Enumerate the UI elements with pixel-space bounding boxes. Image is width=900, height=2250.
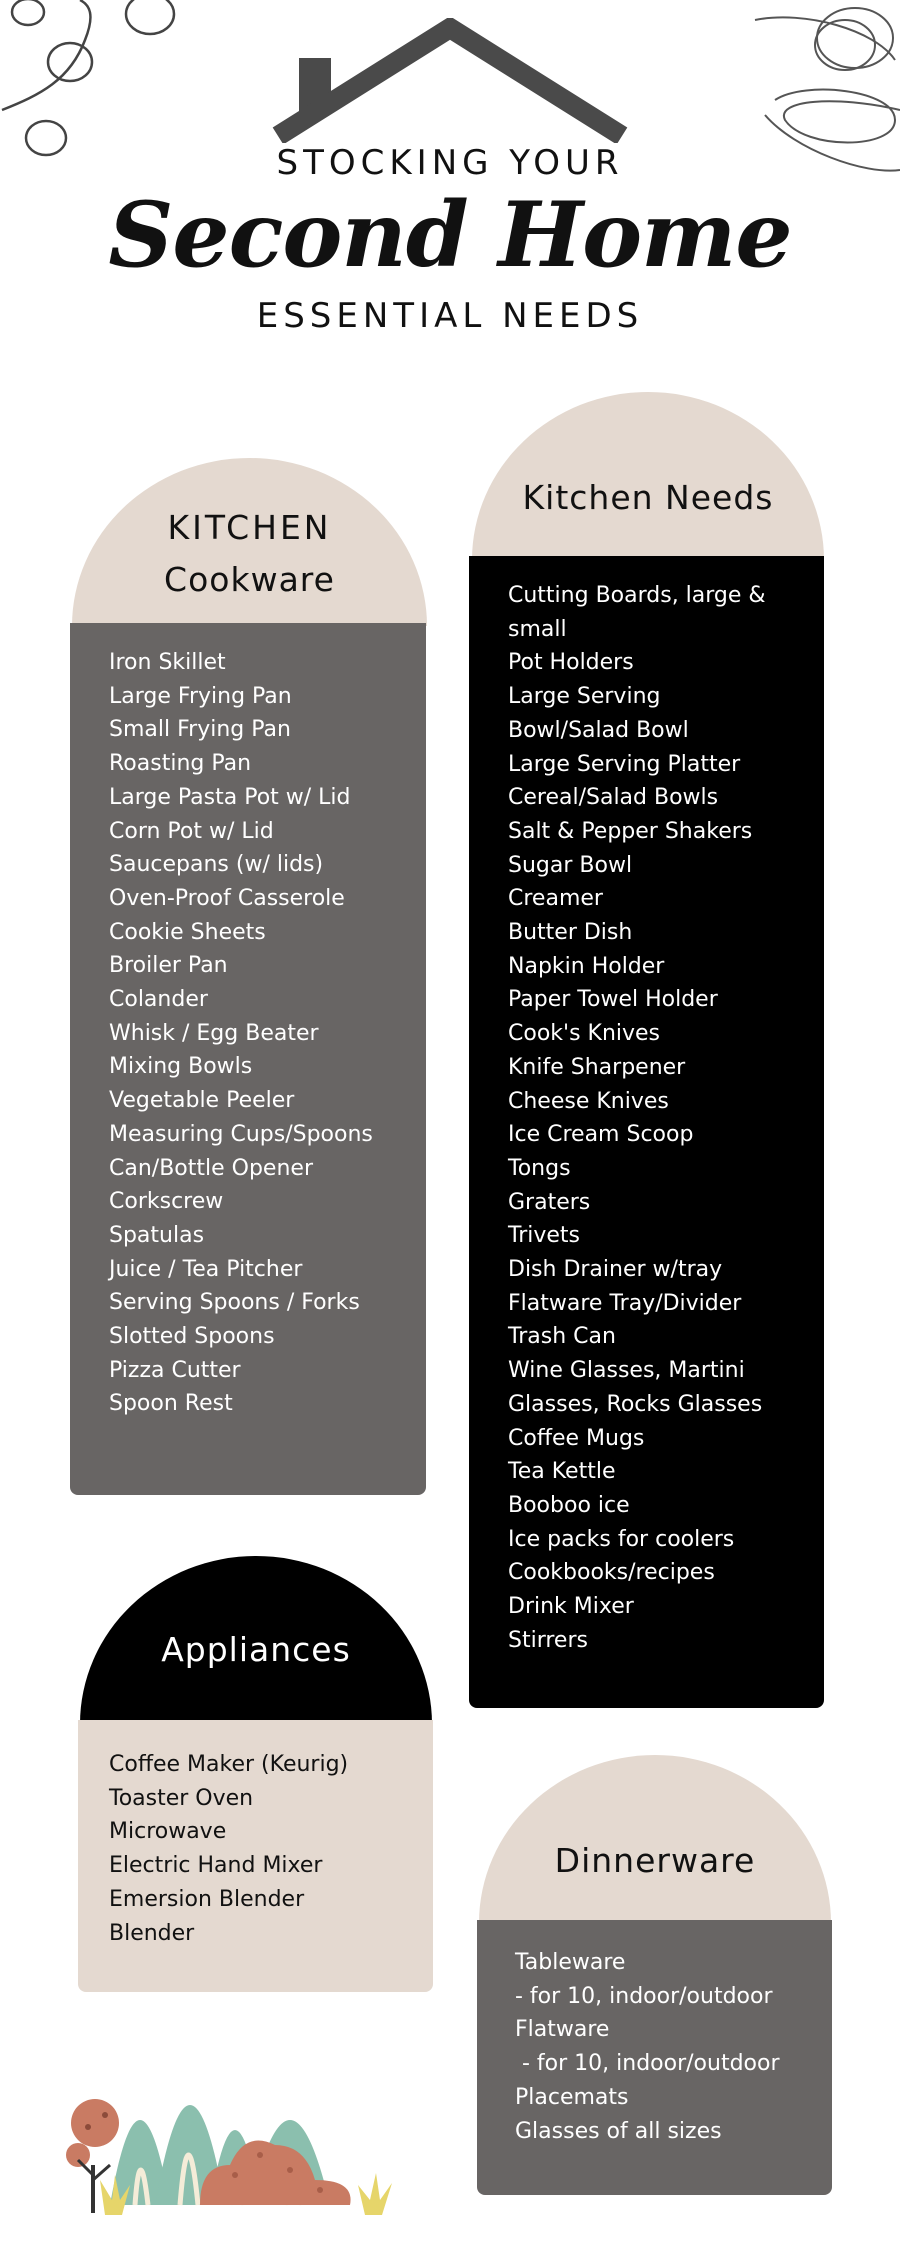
kitchen-needs-item: small <box>508 616 567 642</box>
kitchen-needs-item: Cereal/Salad Bowls <box>508 785 719 811</box>
kitchen-needs-item: Ice packs for coolers <box>508 1526 735 1552</box>
kitchen-needs-list-card <box>469 556 824 1708</box>
kitchen-needs-item: Paper Towel Holder <box>508 987 718 1013</box>
cookware-item: Measuring Cups/Spoons <box>109 1121 373 1147</box>
dinnerware-item: - for 10, indoor/outdoor <box>515 2051 780 2077</box>
cookware-item: Corn Pot w/ Lid <box>109 818 274 844</box>
appliance-item: Coffee Maker (Keurig) <box>109 1752 349 1777</box>
kitchen-needs-item: Large Serving Platter <box>508 751 741 777</box>
kitchen-needs-item: Graters <box>508 1189 591 1215</box>
cookware-item: Large Frying Pan <box>109 683 292 709</box>
kitchen-needs-heading: Kitchen Needs <box>522 478 774 517</box>
cookware-item: Serving Spoons / Forks <box>109 1290 360 1316</box>
cookware-item: Broiler Pan <box>109 953 228 979</box>
kitchen-needs-heading-bg <box>472 392 824 560</box>
cookware-item: Colander <box>109 987 208 1013</box>
cookware-item: Slotted Spoons <box>109 1324 275 1350</box>
appliances-heading-bg <box>80 1556 432 1724</box>
dinnerware-item: Glasses of all sizes <box>515 2118 722 2144</box>
appliances-list <box>109 1748 433 1950</box>
kitchen-needs-item: Cookbooks/recipes <box>508 1560 715 1586</box>
scribble-circles-icon <box>0 0 190 165</box>
kitchen-cookware-list <box>109 646 426 1421</box>
kitchen-needs-item: Trivets <box>508 1223 581 1249</box>
appliances-heading: Appliances <box>161 1630 351 1669</box>
cookware-item: Cookie Sheets <box>109 919 266 945</box>
appliance-item: Microwave <box>109 1819 227 1845</box>
subtitle: ESSENTIAL NEEDS <box>256 296 644 336</box>
dinnerware-list-card <box>477 1920 832 2195</box>
cookware-item: Small Frying Pan <box>109 717 291 743</box>
cookware-item: Roasting Pan <box>109 751 252 777</box>
kitchen-needs-item: Drink Mixer <box>508 1594 634 1620</box>
dinnerware-list <box>515 1946 832 2148</box>
dinnerware-item: Flatware <box>515 2017 610 2043</box>
kitchen-needs-item: Flatware Tray/Divider <box>508 1290 742 1316</box>
kitchen-needs-item: Cutting Boards, large & <box>508 583 766 608</box>
appliance-item: Toaster Oven <box>109 1785 254 1811</box>
kitchen-needs-item: Glasses, Rocks Glasses <box>508 1391 763 1417</box>
kitchen-needs-item: Tea Kettle <box>508 1459 616 1485</box>
kitchen-needs-item: Pot Holders <box>508 650 634 676</box>
kitchen-needs-item: Knife Sharpener <box>508 1054 686 1080</box>
cookware-item: Pizza Cutter <box>109 1357 241 1383</box>
kitchen-needs-item: Sugar Bowl <box>508 852 633 878</box>
page-title: Second Home <box>108 182 792 288</box>
kitchen-needs-item: Stirrers <box>508 1627 588 1653</box>
kitchen-needs-item: Ice Cream Scoop <box>508 1122 694 1148</box>
appliance-item: Blender <box>109 1920 195 1946</box>
kitchen-needs-item: Butter Dish <box>508 920 633 946</box>
kitchen-needs-item: Creamer <box>508 886 603 912</box>
cookware-item: Mixing Bowls <box>109 1054 253 1080</box>
cookware-item: Iron Skillet <box>109 650 226 675</box>
dinnerware-item: Tableware <box>515 1950 626 1975</box>
pre-title: STOCKING YOUR <box>276 143 624 183</box>
appliance-item: Emersion Blender <box>109 1886 305 1912</box>
cookware-item: Can/Bottle Opener <box>109 1155 313 1181</box>
kitchen-needs-item: Wine Glasses, Martini <box>508 1358 745 1384</box>
kitchen-cookware-list-card <box>70 623 426 1495</box>
kitchen-needs-item: Coffee Mugs <box>508 1425 645 1451</box>
dinnerware-heading: Dinnerware <box>554 1841 756 1880</box>
cookware-item: Whisk / Egg Beater <box>109 1020 319 1046</box>
kitchen-cookware-heading-bg <box>72 458 427 626</box>
cookware-item: Saucepans (w/ lids) <box>109 852 324 878</box>
kitchen-needs-list <box>508 579 824 1658</box>
cookware-item: Vegetable Peeler <box>109 1088 295 1114</box>
dinnerware-item: Placemats <box>515 2084 629 2110</box>
kitchen-cookware-heading-line2: Cookware <box>164 560 335 599</box>
kitchen-needs-item: Dish Drainer w/tray <box>508 1257 723 1283</box>
kitchen-needs-item: Booboo ice <box>508 1492 630 1518</box>
cookware-item: Spatulas <box>109 1222 205 1248</box>
cookware-item: Spoon Rest <box>109 1391 233 1417</box>
kitchen-cookware-heading-line1: KITCHEN <box>167 508 332 547</box>
cookware-item: Large Pasta Pot w/ Lid <box>109 784 351 810</box>
dinnerware-item: - for 10, indoor/outdoor <box>515 1983 773 2009</box>
kitchen-needs-item: Tongs <box>508 1155 571 1181</box>
landscape-illustration-icon <box>60 2015 430 2215</box>
appliance-item: Electric Hand Mixer <box>109 1853 323 1879</box>
appliances-list-card <box>78 1720 433 1992</box>
cookware-item: Juice / Tea Pitcher <box>109 1256 303 1282</box>
kitchen-needs-item: Napkin Holder <box>508 953 665 979</box>
cookware-item: Oven-Proof Casserole <box>109 885 345 911</box>
kitchen-needs-item: Trash Can <box>508 1324 616 1350</box>
cookware-item: Corkscrew <box>109 1189 224 1215</box>
kitchen-needs-item: Cheese Knives <box>508 1088 669 1114</box>
kitchen-needs-item: Salt & Pepper Shakers <box>508 818 753 844</box>
dinnerware-heading-bg <box>479 1755 831 1923</box>
kitchen-needs-item: Cook's Knives <box>508 1021 661 1047</box>
house-roof-icon <box>270 18 630 143</box>
kitchen-needs-item: Large Serving <box>508 684 661 710</box>
kitchen-needs-item: Bowl/Salad Bowl <box>508 717 689 743</box>
